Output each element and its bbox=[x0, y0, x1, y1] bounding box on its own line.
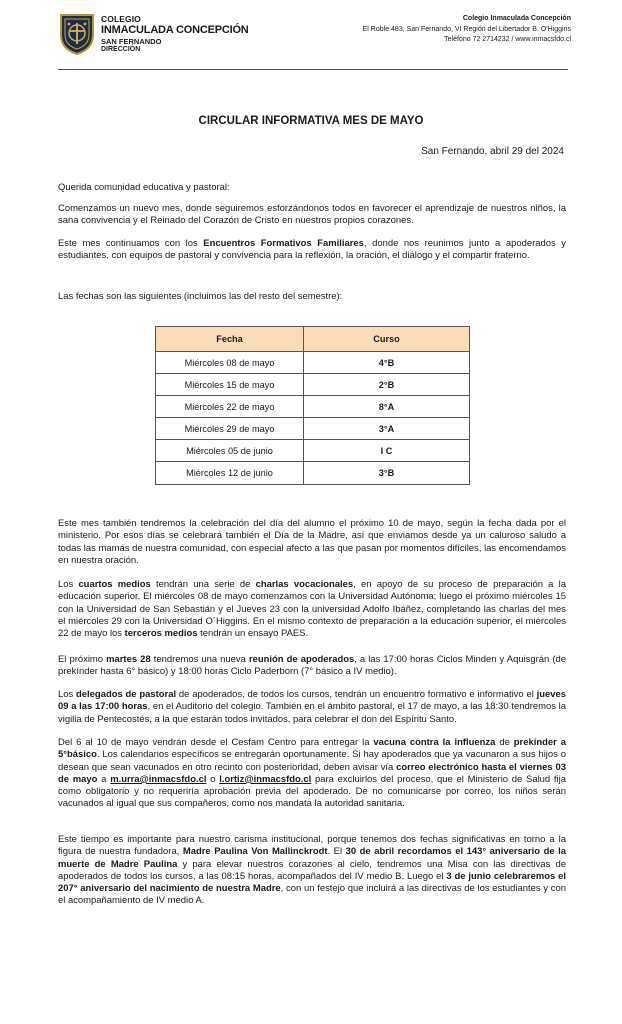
contact-phone: Teléfono 72 2714232 / www.inmacsfdo.cl bbox=[444, 36, 571, 43]
cell-curso: 4°B bbox=[304, 352, 470, 374]
cell-curso: 3°A bbox=[304, 418, 470, 440]
p5-text-c: tendremos una nueva bbox=[150, 654, 249, 665]
p6-text-e: , en el Auditorio del colegio. También en el ámbito pastoral, el 17 de mayo, a las 18:30 tendremos la vigilia de Pentecostés, a la que estarán todos invitados, para celebrar el don del Espíritu Santo. bbox=[58, 701, 566, 725]
p5-bold-d: reunión de apoderados bbox=[248, 654, 355, 665]
p6-text-a: Los bbox=[58, 689, 77, 700]
paragraph-5 bbox=[58, 654, 566, 679]
table-row bbox=[156, 352, 470, 374]
p7-text-e: . Los calendarios específicos se entregarán oportunamente. Si hay apoderados que ya vacunaron a sus hijos o desean que sean vacunados en otro recinto con posterioridad, deben avisar vía bbox=[58, 749, 566, 773]
table-row bbox=[156, 462, 470, 484]
school-line-2: INMACULADA CONCEPCIÓN bbox=[101, 23, 249, 36]
email-link-lortiz[interactable]: l.ortiz@inmacsfdo.cl bbox=[219, 773, 312, 785]
p2-bold-b: Encuentros Formativos Familiares bbox=[203, 238, 364, 249]
paragraph-6 bbox=[58, 689, 566, 726]
paragraph-3 bbox=[58, 518, 566, 567]
table-row bbox=[156, 440, 470, 462]
p2-text-c: , donde nos reunimos junto a apoderados y estudiantes, con equipos de pastoral y convivencia para la reflexión, la oración, el diálogo y el compartir fraterno. bbox=[58, 238, 566, 262]
p4-bold-d: charlas vocacionales bbox=[255, 579, 354, 590]
school-crest-icon bbox=[58, 13, 96, 55]
p5-text-e: , a las 17:00 horas Ciclos Minden y Aquisgrán (de prekínder hasta 6° básico) y 18:00 horas Ciclo Paderborn (7° básico a IV medio). bbox=[58, 654, 566, 678]
dates-table bbox=[155, 326, 470, 485]
fechas-intro-text: Las fechas son las siguientes (incluimos las del resto del semestre): bbox=[58, 291, 343, 302]
p7-text-i: o bbox=[206, 773, 220, 785]
table-row bbox=[156, 418, 470, 440]
greeting-text: Querida comunidad educativa y pastoral: bbox=[58, 182, 230, 193]
school-line-4: DIRECCIÓN bbox=[101, 46, 141, 53]
contact-block bbox=[363, 14, 571, 46]
contact-name: Colegio Inmaculada Concepción bbox=[462, 15, 571, 22]
cell-fecha: Miércoles 15 de mayo bbox=[156, 374, 304, 396]
table-row bbox=[156, 374, 470, 396]
p7-bold-b: vacuna contra la influenza bbox=[373, 737, 496, 748]
school-line-1: COLEGIO bbox=[101, 14, 141, 24]
p8-bold-d: 30 de abril recordamos el 143° aniversario de la muerte de Madre Paulina bbox=[58, 846, 567, 870]
paragraph-7 bbox=[58, 737, 566, 811]
p8-text-c: . El bbox=[327, 846, 346, 858]
p6-bold-b: delegados de pastoral bbox=[76, 689, 177, 700]
cell-curso: 3°B bbox=[304, 462, 470, 484]
contact-address: El Roble 483, San Fernando, VI Región del Libertador B. O'Higgins bbox=[362, 25, 571, 33]
header-divider bbox=[58, 69, 568, 70]
header-fecha: Fecha bbox=[156, 327, 304, 352]
document-title: CIRCULAR INFORMATIVA MES DE MAYO bbox=[198, 115, 424, 127]
p7-text-a: Del 6 al 10 de mayo vendrán desde el Cesfam Centro para entregar la bbox=[58, 737, 374, 748]
p4-text-g: tendrán un ensayo PAES. bbox=[197, 628, 309, 640]
table-row bbox=[156, 396, 470, 418]
cell-fecha: Miércoles 29 de mayo bbox=[156, 418, 304, 440]
p4-text-c: tendrán una serie de bbox=[150, 579, 256, 590]
p7-bold-d: prekínder a 5°básico bbox=[58, 737, 566, 761]
p5-bold-b: martes 28 bbox=[106, 654, 151, 665]
p7-bold-f: correo electrónico hasta el viernes 03 de mayo bbox=[58, 761, 566, 785]
cell-curso: 2°B bbox=[304, 374, 470, 396]
p4-text-a: Los bbox=[58, 579, 79, 590]
p2-text-a: Este mes continuamos con los bbox=[58, 238, 204, 249]
p4-bold-b: cuartos medios bbox=[78, 579, 151, 590]
dateline: San Fernando, abril 29 del 2024 bbox=[421, 146, 564, 157]
p8-bold-b: Madre Paulina Von Mallinckrodt bbox=[182, 846, 328, 858]
p5-text-a: El próximo bbox=[58, 654, 107, 665]
p8-text-a: Este tiempo es importante para nuestro carisma institucional, porque tenemos dos fechas significativas en torno a la figura de nuestra fundadora, bbox=[58, 834, 566, 858]
p6-text-c: de apoderados, de todos los cursos, tendrán un encuentro formativo e informativo el bbox=[176, 689, 537, 700]
cell-curso: 8°A bbox=[304, 396, 470, 418]
p4-bold-f: terceros medios bbox=[124, 628, 198, 640]
paragraph-1 bbox=[58, 203, 566, 228]
cell-fecha: Miércoles 08 de mayo bbox=[156, 352, 304, 374]
email-link-murra[interactable]: m.urra@inmacsfdo.cl bbox=[110, 773, 207, 785]
p8-bold-f: 3 de junio celebraremos el 207° aniversario del nacimiento de nuestra Madre bbox=[58, 870, 566, 895]
p7-text-g: a bbox=[97, 773, 111, 785]
school-name-block bbox=[101, 15, 249, 53]
p6-bold-d: jueves 09 a las 17:00 horas bbox=[58, 689, 566, 713]
cell-curso: I C bbox=[304, 440, 470, 462]
p8-text-e: y para elevar nuestros corazones al cielo, tendremos una Misa con las directivas de apoderados de todos los cursos, a las 08:15 horas, acompañados del IV medio B. Luego el bbox=[58, 858, 566, 882]
paragraph-4 bbox=[58, 579, 566, 640]
school-line-3: SAN FERNANDO bbox=[101, 36, 162, 46]
table-header-row bbox=[156, 327, 470, 352]
p8-text-g: , con un festejo que incluirá a las directivas de los estudiantes y con el acompañamiento de IV medio A. bbox=[58, 883, 566, 907]
greeting bbox=[58, 182, 566, 194]
p7-text-k: para excluirlos del proceso, que el Ministerio de Salud fija como obligatorio y no requeriría aprobación previa del apoderado. De no comunicarse por correo, los niños serán vacunados al igual que sus compañeros, como nos mandata la autoridad sanitaria. bbox=[58, 773, 566, 810]
cell-fecha: Miércoles 05 de junio bbox=[156, 440, 304, 462]
p4-text-e: , en apoyo de su proceso de preparación a la educación superior. El miércoles 08 de mayo comenzamos con la Universidad Autónoma; luego el próximo miércoles 15 con la Universidad de San Sebastián y el Jueves 23 con la universidad Adolfo Ibáñez, completando las charlas del mes el miércoles 29 con la Universidad O´Higgins. En el mismo contexto de preparación a la educación superior, el miércoles 22 de mayo los bbox=[58, 579, 566, 640]
p7-text-c: de bbox=[495, 737, 514, 748]
cell-fecha: Miércoles 12 de junio bbox=[156, 462, 304, 484]
cell-fecha: Miércoles 22 de mayo bbox=[156, 396, 304, 418]
paragraph-8 bbox=[58, 834, 566, 908]
paragraph-3-text: Este mes también tendremos la celebración del día del alumno el próximo 10 de mayo, según la fecha dada por el ministerio. Por esos días se celebrará también el Día de la Madre, así que enviamos desde ya un caluroso saludo a todas las mamás de nuestra comunidad, con especial afecto a las que pasan por momentos difíciles, las encomendamos en nuestra oración. bbox=[58, 518, 566, 566]
fechas-intro bbox=[58, 291, 566, 303]
header-curso: Curso bbox=[304, 327, 470, 352]
paragraph-1-text: Comenzamos un nuevo mes, donde seguiremos esforzándonos todos en favorecer el aprendizaje de nuestros niños, la sana convivencia y el Reinado del Corazón de Cristo en nuestros propios corazones. bbox=[58, 203, 566, 227]
paragraph-2 bbox=[58, 238, 566, 263]
